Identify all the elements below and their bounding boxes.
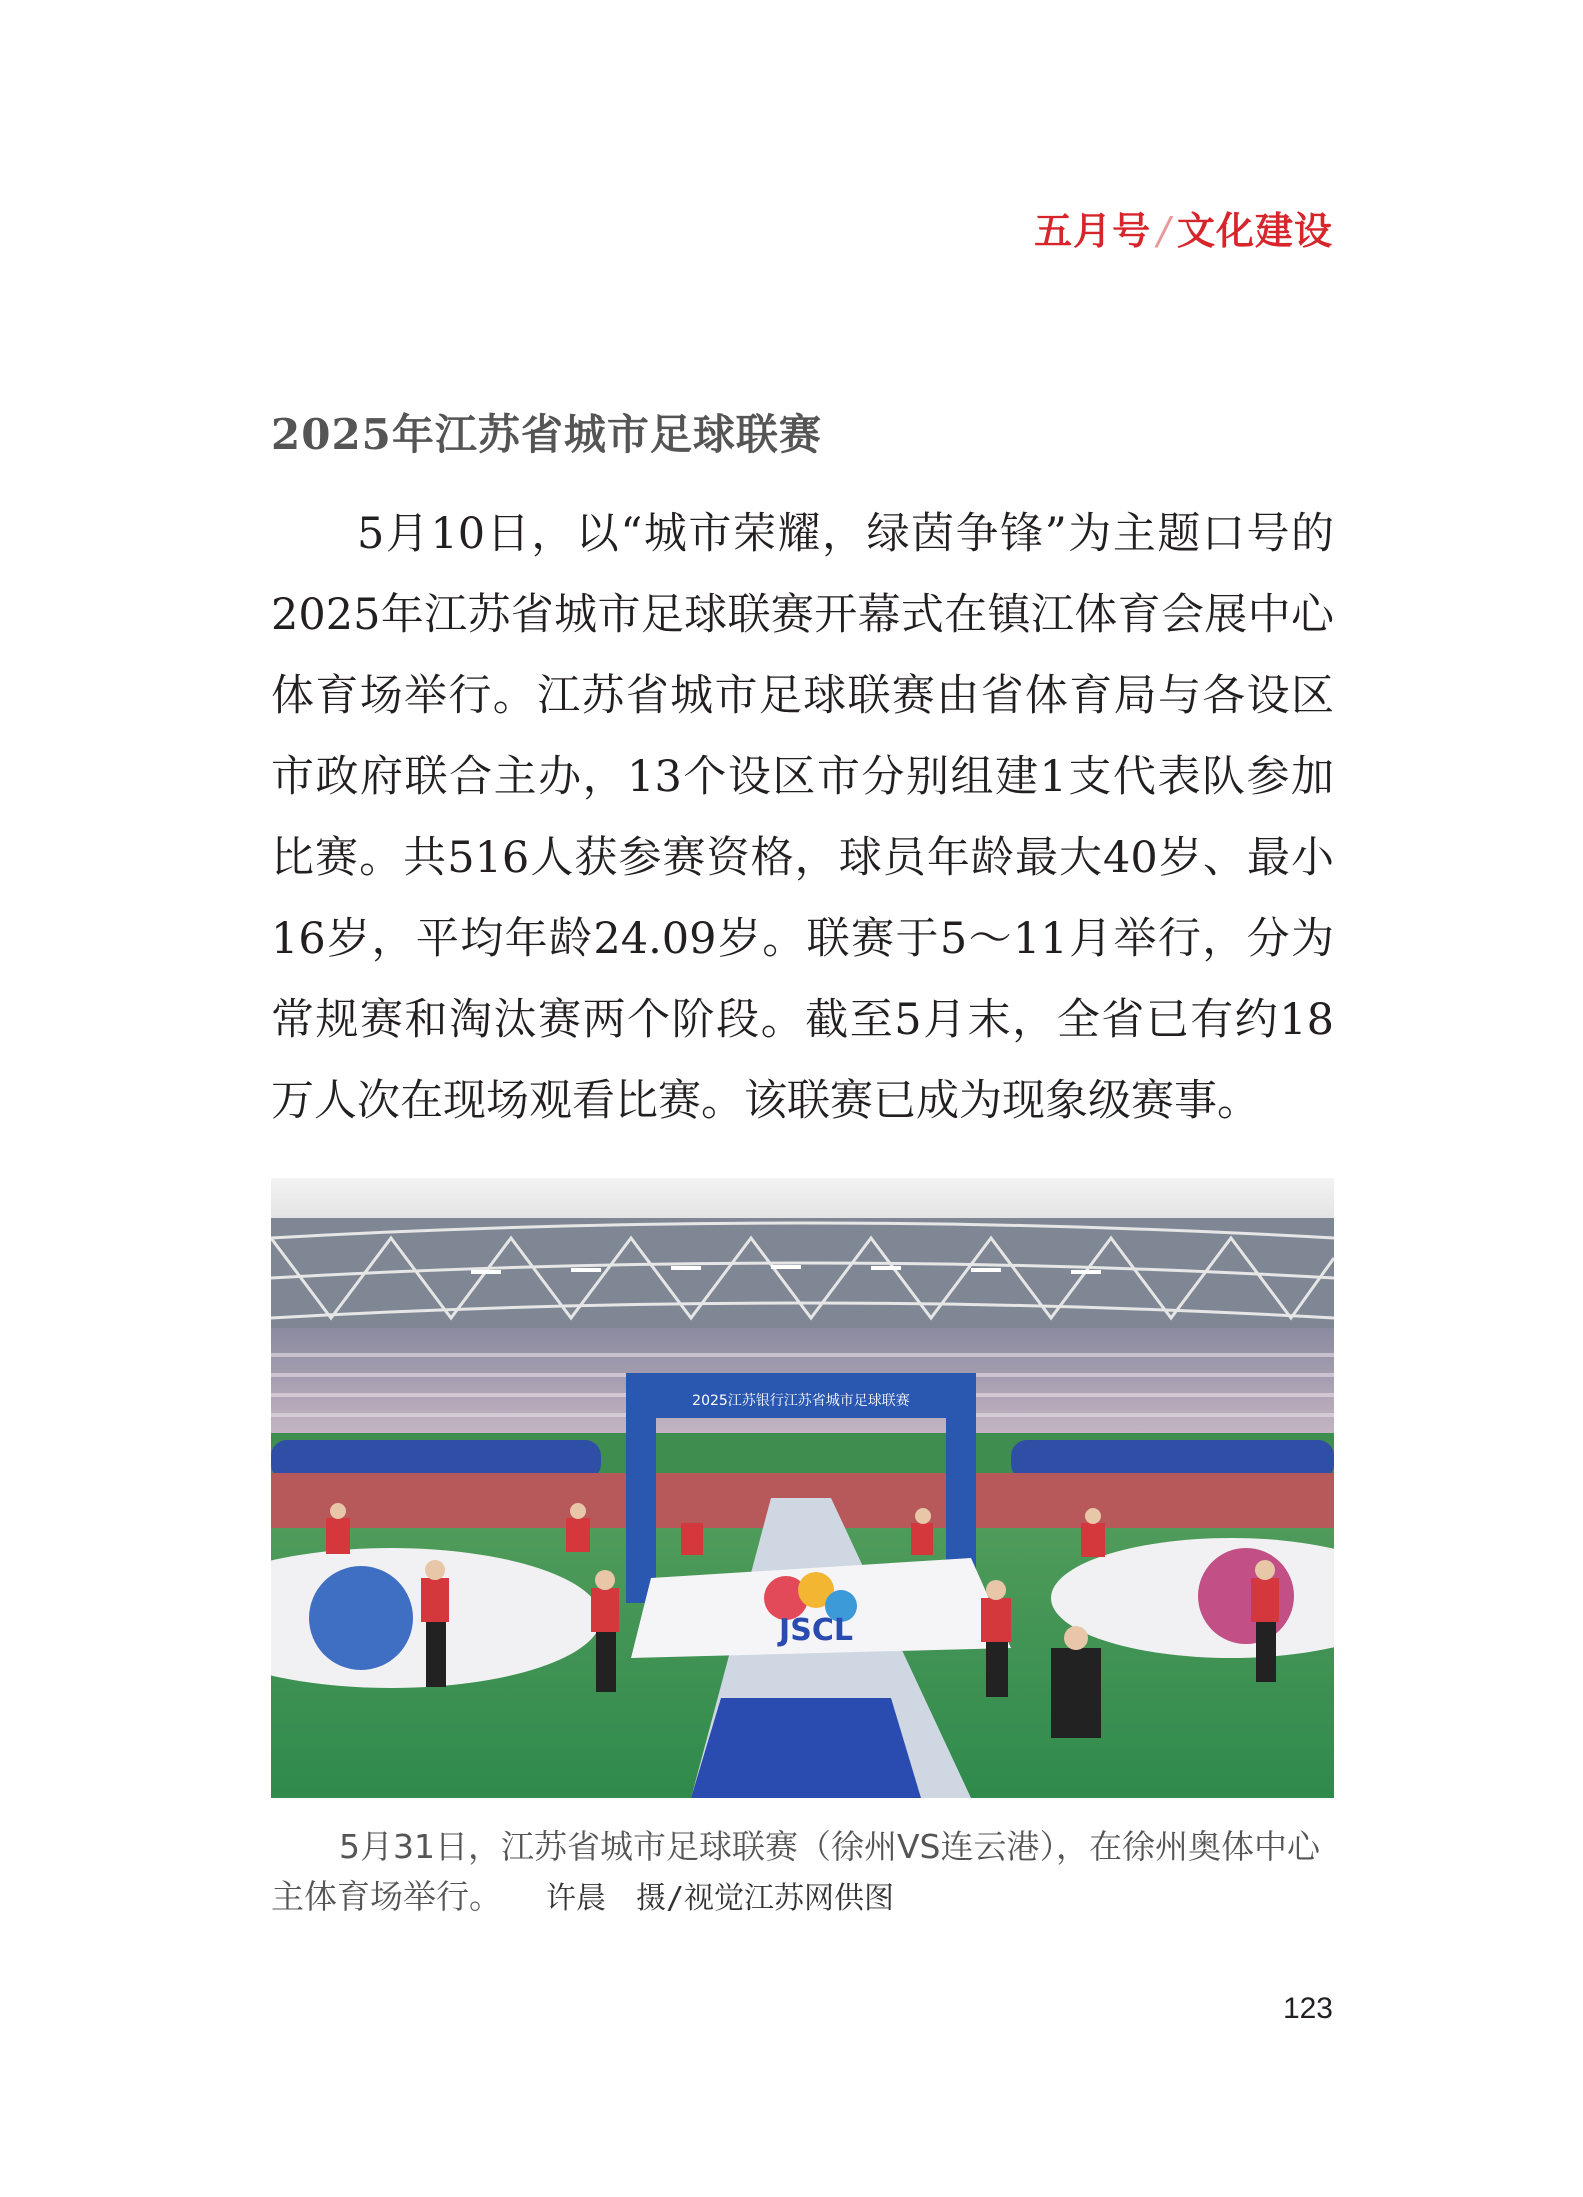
column-label: 文化建设 (1176, 209, 1333, 253)
flag-right-emblem (1198, 1548, 1294, 1644)
flag-left-emblem (309, 1566, 413, 1670)
photo-caption (271, 1822, 1334, 1924)
jscl-flag-text: JSCL (779, 1613, 853, 1648)
section-title: 2025年江苏省城市足球联赛 (271, 410, 822, 459)
photo-credit: 许晨 摄/视觉江苏网供图 (546, 1881, 895, 1916)
header-separator: / (1157, 209, 1171, 253)
issue-label: 五月号 (1034, 209, 1152, 253)
arch-banner: 2025江苏银行江苏省城市足球联赛 (692, 1393, 910, 1409)
body-paragraph: 5月10日，以“城市荣耀，绿茵争锋”为主题口号的2025年江苏省城市足球联赛开幕式在镇江体育会展中心体育场举行。江苏省城市足球联赛由省体育局与各设区市政府联合主办，13个设区市分别组建1支代表队参加比赛。共516人获参赛资格，球员年龄最大40岁、最小16岁，平均年龄24.09岁。联赛于5～11月举行，分为常规赛和淘汰赛两个阶段。截至5月末，全省已有约18万人次在现场观看比赛。该联赛已成为现象级赛事。 (271, 509, 1334, 1126)
running-header (1034, 200, 1333, 255)
blue-carpet (691, 1698, 921, 1798)
stadium-illustration (271, 1178, 1334, 1798)
stadium-photo (271, 1178, 1334, 1798)
caption-text: 5月31日，江苏省城市足球联赛（徐州VS连云港），在徐州奥体中心主体育场举行。 (271, 1827, 1321, 1916)
page-number: 123 (1282, 1992, 1333, 2025)
